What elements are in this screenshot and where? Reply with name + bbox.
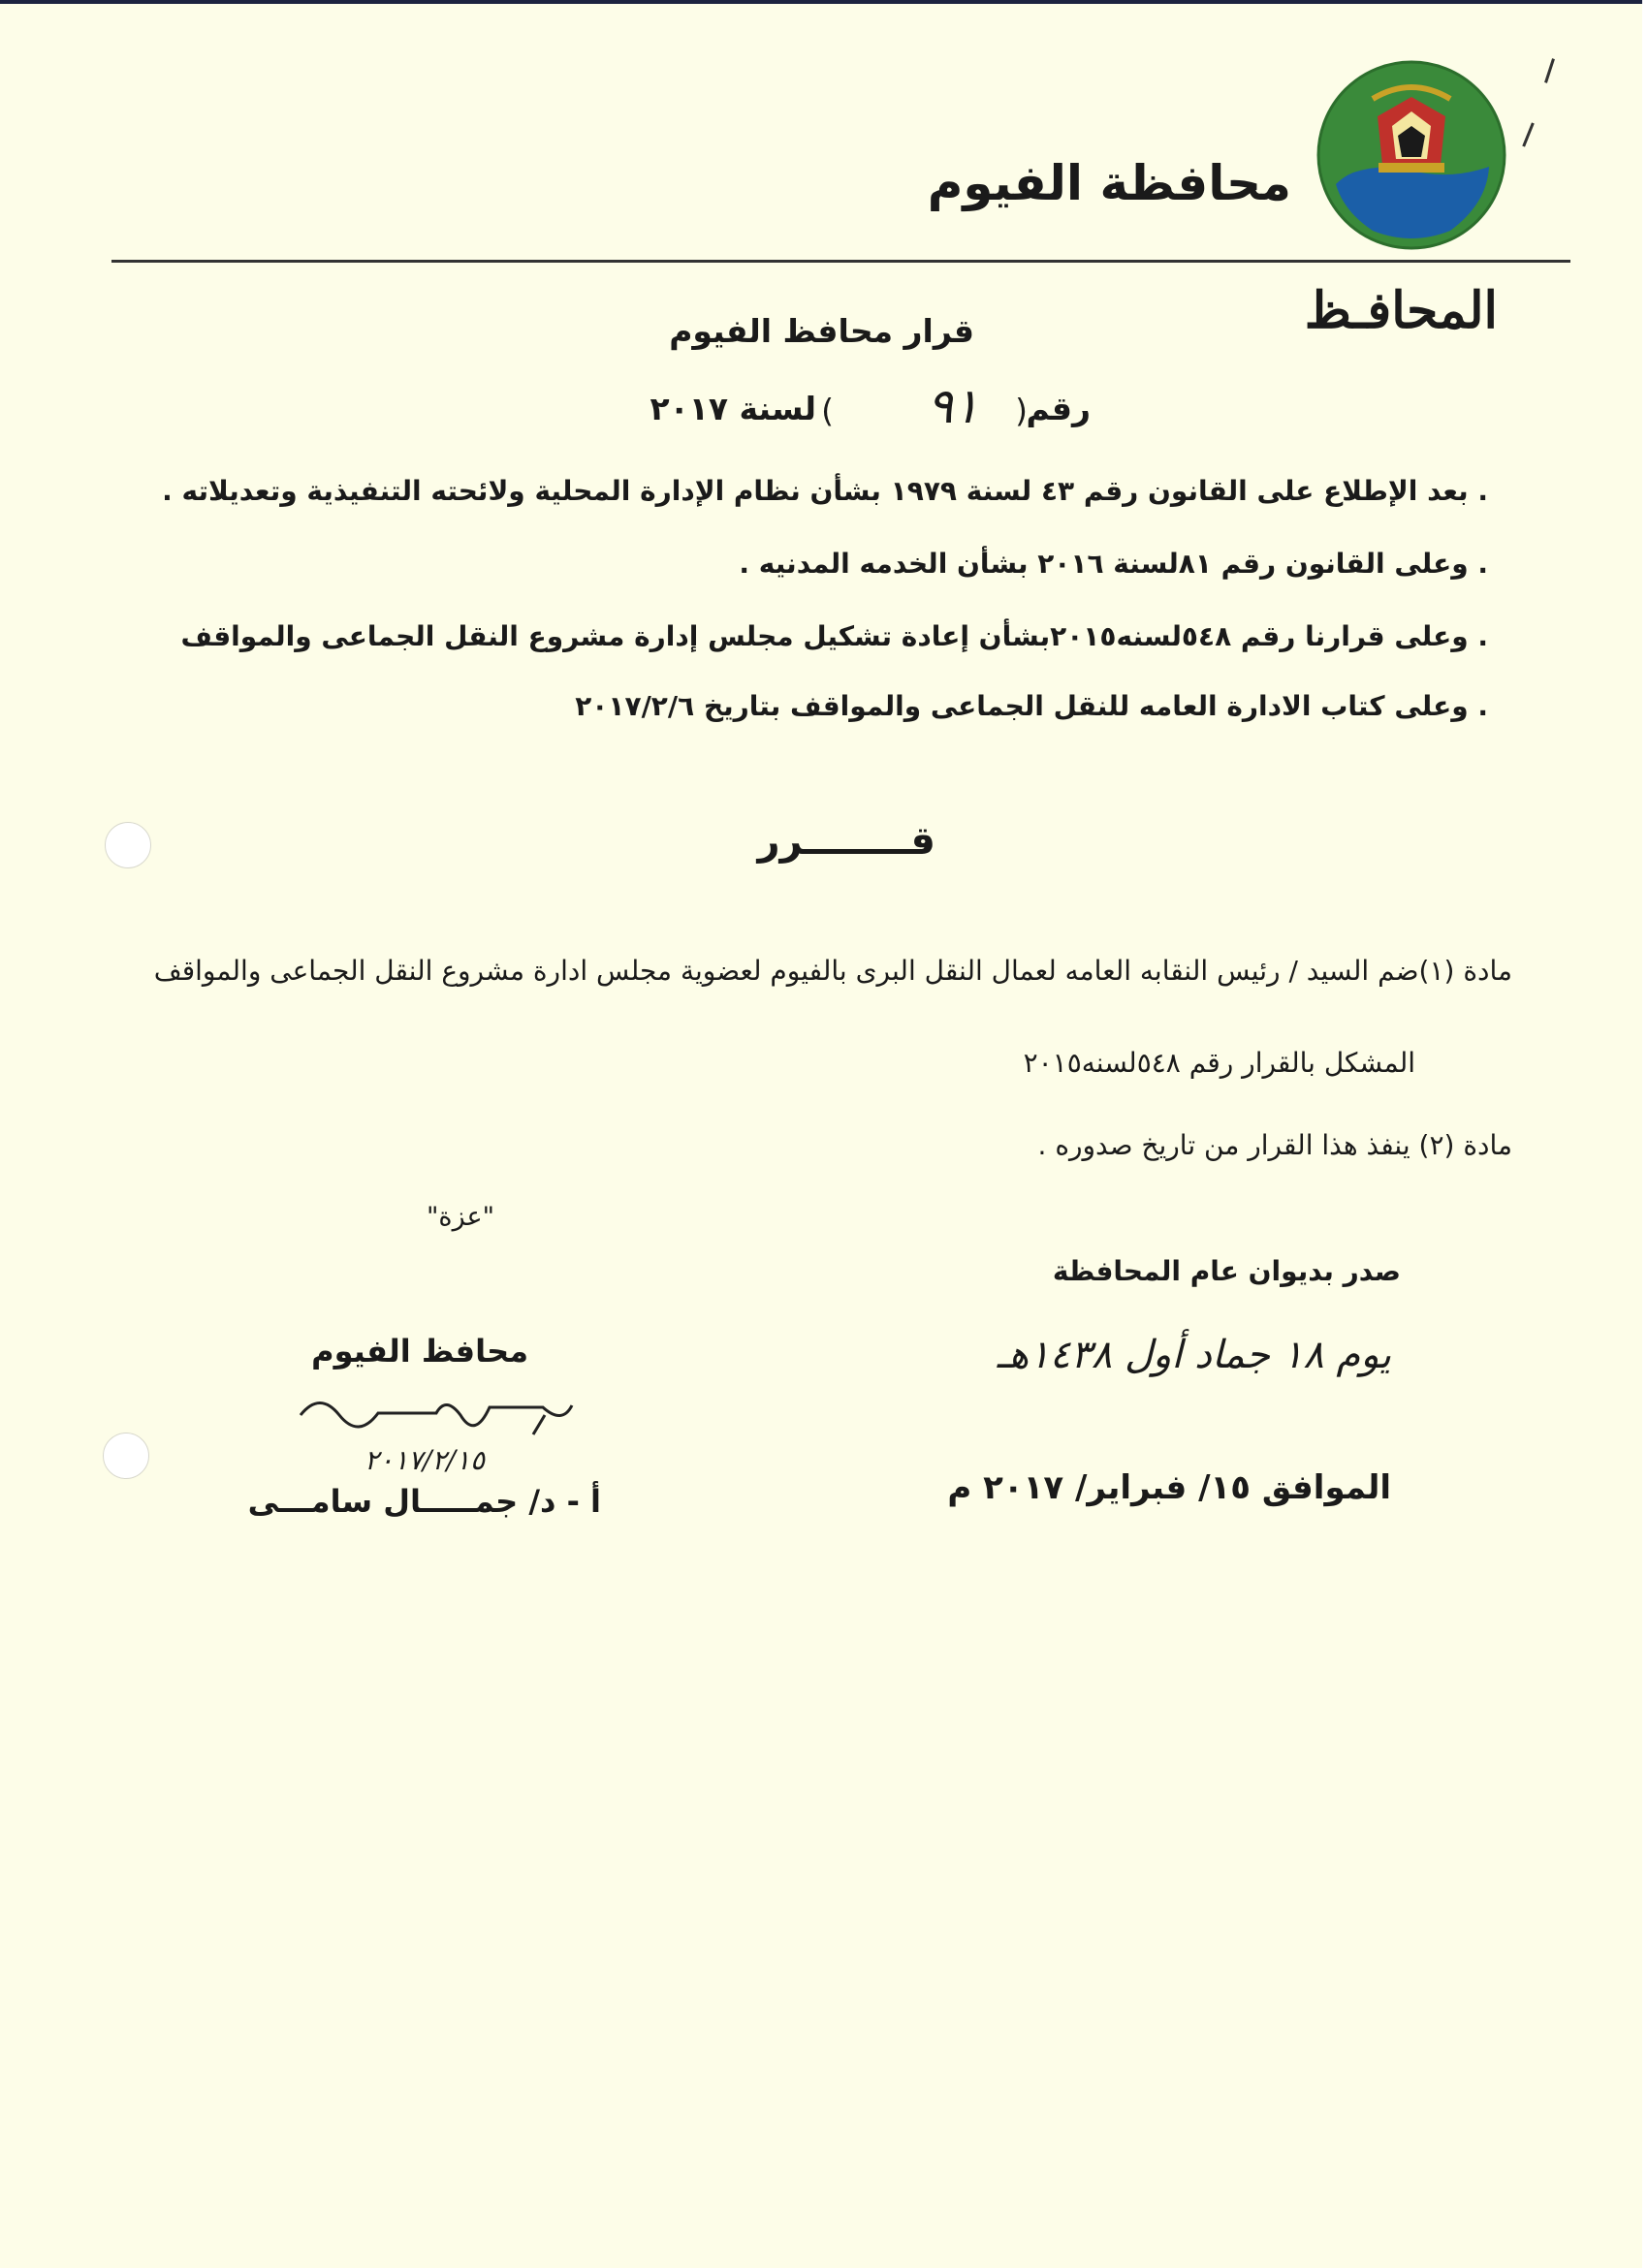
article-1-continuation: المشكل بالقرار رقم ٥٤٨لسنه٢٠١٥ (1023, 1047, 1415, 1079)
governorate-emblem-icon (1315, 58, 1508, 252)
header-divider (111, 260, 1570, 263)
gregorian-date: الموافق ١٥/ فبراير/ ٢٠١٧ م (947, 1468, 1391, 1507)
governorate-name: محافظة الفيوم (927, 155, 1291, 211)
scan-right-edge (1642, 0, 1648, 2268)
scan-top-edge (0, 0, 1648, 4)
issued-at: صدر بديوان عام المحافظة (1052, 1255, 1401, 1287)
signatory-name: أ - د/ جمـــــال سامـــى (247, 1483, 601, 1520)
decision-number-label: رقم (1026, 390, 1091, 427)
article-2-text: مادة (٢) ينفذ هذا القرار من تاريخ صدوره . (1037, 1129, 1512, 1161)
recital-local-admin-law: . بعد الإطلاع على القانون رقم ٤٣ لسنة ١٩٧٩ بشأن نظام الإدارة المحلية ولائحته التنفيذية وتعديلاته . (162, 475, 1488, 507)
recital-transport-letter: . وعلى كتاب الادارة العامه للنقل الجماعى والمواقف بتاريخ ٢٠١٧/٢/٦ (575, 690, 1488, 722)
decided-heading: قــــــــرر (757, 819, 935, 864)
closing-word: "عزة" (427, 1202, 494, 1232)
hijri-date: يوم ١٨ جماد أول ١٤٣٨هـ (997, 1333, 1391, 1377)
scan-mark (1522, 122, 1535, 146)
article-1-text: مادة (١)ضم السيد / رئيس النقابه العامه لعمال النقل البرى بالفيوم لعضوية مجلس ادارة مشروع النقل الجماعى والمواقف (153, 955, 1512, 987)
recital-civil-service-law: . وعلى القانون رقم ٨١لسنة ٢٠١٦ بشأن الخدمه المدنيه . (739, 548, 1488, 580)
governor-title: المحافـظ (1304, 281, 1498, 340)
decision-title: قرار محافظ الفيوم (669, 312, 974, 350)
decision-number-open-paren: ( (1015, 392, 1028, 429)
signature-date: ٢٠١٧/٢/١٥ (364, 1444, 485, 1476)
scan-mark (1544, 58, 1555, 83)
decision-number-value: ٩١ (927, 378, 979, 434)
punch-hole (105, 822, 151, 868)
decision-year: لسنة ٢٠١٧ (650, 390, 816, 427)
recital-board-decision: . وعلى قرارنا رقم ٥٤٨لسنه٢٠١٥بشأن إعادة تشكيل مجلس إدارة مشروع النقل الجماعى والمواقف (180, 620, 1488, 652)
decision-number-close-paren: ) (821, 392, 834, 429)
punch-hole (103, 1433, 149, 1479)
signatory-title: محافظ الفيوم (311, 1333, 528, 1370)
